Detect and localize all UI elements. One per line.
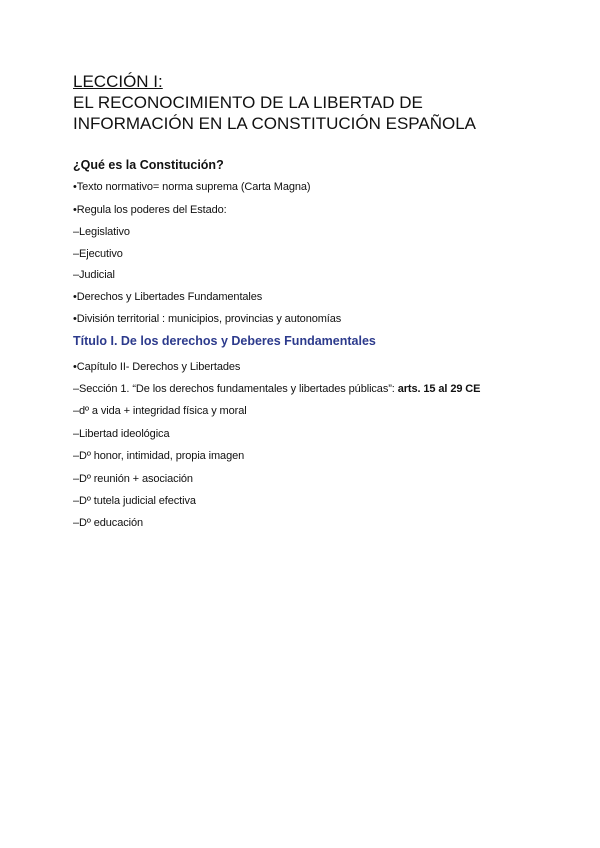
list-item: •Regula los poderes del Estado: xyxy=(73,204,227,216)
list-item: –Dº educación xyxy=(73,517,143,529)
list-item: •Derechos y Libertades Fundamentales xyxy=(73,291,263,303)
section-label: –Sección 1. “De los derechos fundamentales y libertades públicas”: xyxy=(73,383,398,395)
list-item: –Judicial xyxy=(73,269,115,281)
list-item: –Ejecutivo xyxy=(73,248,123,260)
section-item xyxy=(73,383,480,395)
list-item: –Legislativo xyxy=(73,226,130,238)
list-item: –Dº honor, intimidad, propia imagen xyxy=(73,450,245,462)
document-title-line-1: EL RECONOCIMIENTO DE LA LIBERTAD DE xyxy=(73,93,423,112)
list-item: –dº a vida + integridad física y moral xyxy=(73,405,247,417)
list-item: •División territorial : municipios, provincias y autonomías xyxy=(73,313,342,325)
list-item: –Dº tutela judicial efectiva xyxy=(73,495,196,507)
list-item: –Libertad ideológica xyxy=(73,428,170,440)
titulo-heading: Título I. De los derechos y Deberes Fundamentales xyxy=(73,334,376,348)
list-item: –Dº reunión + asociación xyxy=(73,473,193,485)
constitution-heading: ¿Qué es la Constitución? xyxy=(73,158,224,172)
section-articles: arts. 15 al 29 CE xyxy=(397,383,481,395)
chapter-item: •Capítulo II- Derechos y Libertades xyxy=(73,361,241,373)
document-page xyxy=(73,72,553,529)
lesson-label: LECCIÓN I: xyxy=(73,72,163,91)
document-title-line-2: INFORMACIÓN EN LA CONSTITUCIÓN ESPAÑOLA xyxy=(73,114,477,133)
list-item: •Texto normativo= norma suprema (Carta Magna) xyxy=(73,181,311,193)
